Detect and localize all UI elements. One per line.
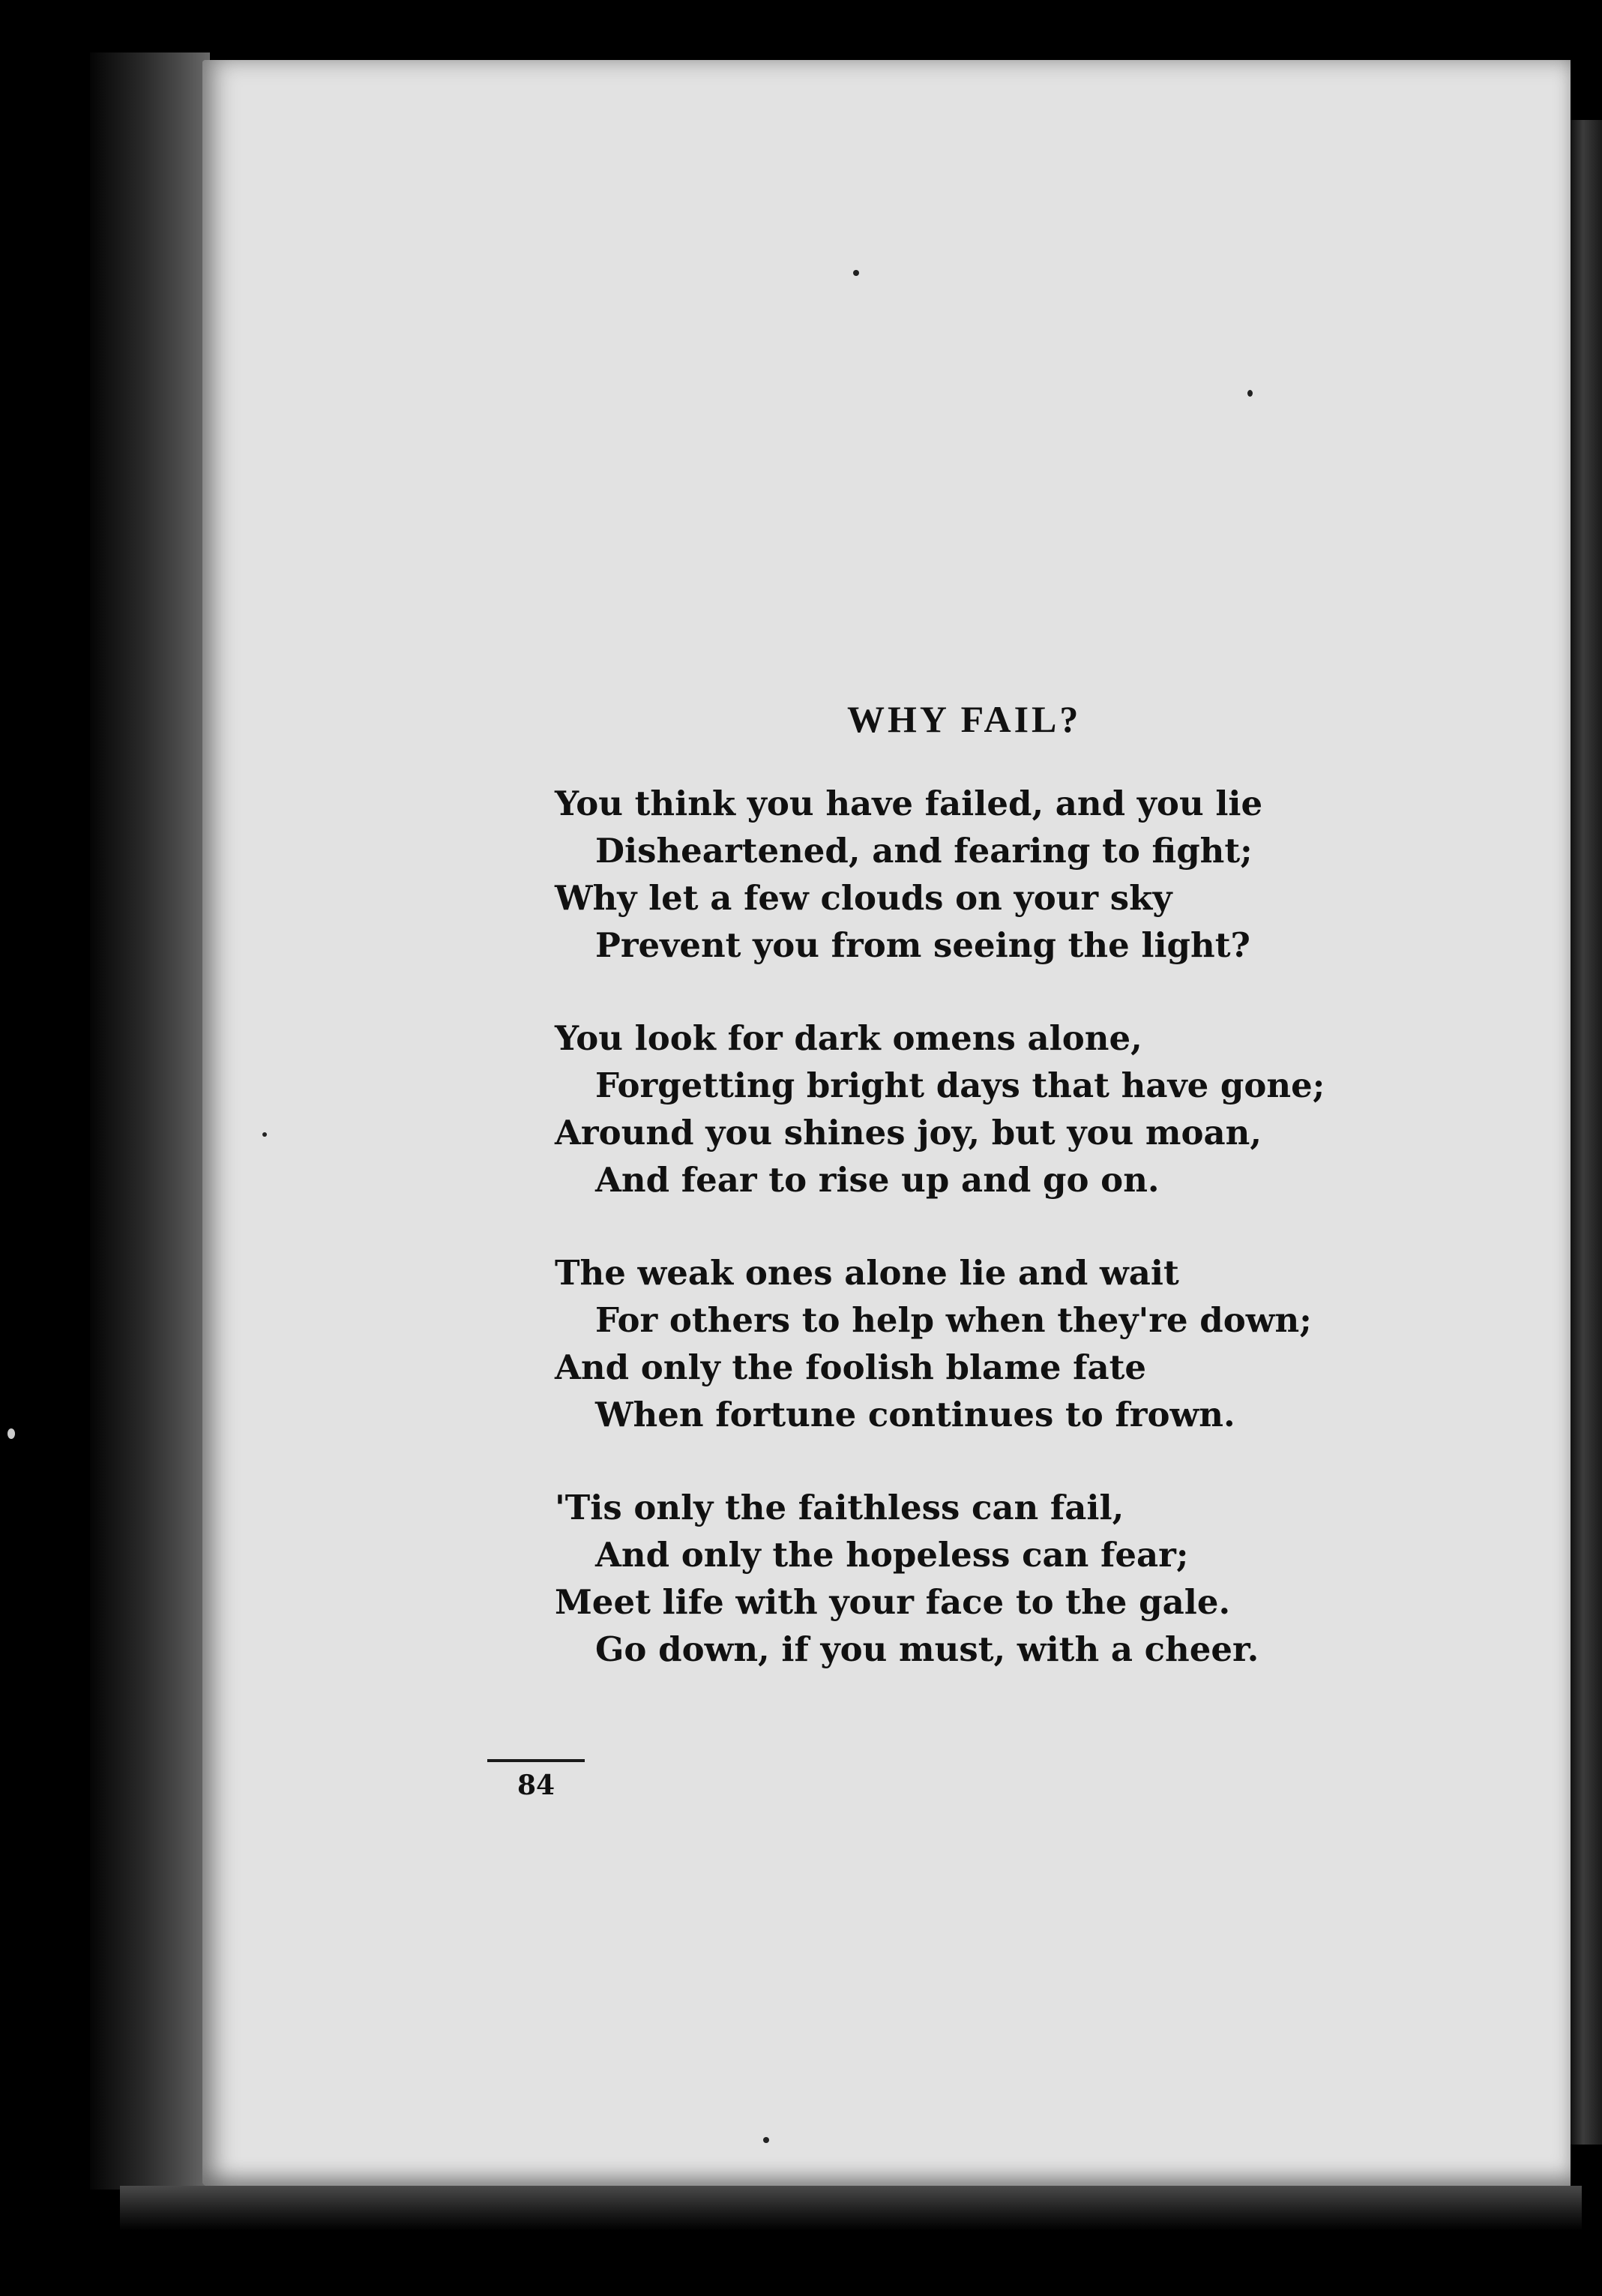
poem-line: 'Tis only the faithless can fail, — [555, 1488, 1124, 1527]
poem-line: And fear to rise up and go on. — [595, 1160, 1160, 1200]
poem-line: Prevent you from seeing the light? — [595, 925, 1250, 965]
poem-line: And only the hopeless can fear; — [595, 1535, 1189, 1575]
page-number: 84 — [517, 1770, 555, 1801]
scan-speck — [262, 1132, 267, 1137]
poem-line: Forgetting bright days that have gone; — [595, 1066, 1325, 1105]
page-right-edge — [1571, 120, 1602, 2145]
poem-line: Why let a few clouds on your sky — [555, 878, 1172, 918]
book-spine-shadow — [90, 52, 210, 2190]
poem-line: The weak ones alone lie and wait — [555, 1253, 1179, 1293]
poem-line: Disheartened, and fearing to fight; — [595, 831, 1253, 871]
poem-line: You look for dark omens alone, — [555, 1018, 1142, 1058]
poem-title: WHY FAIL? — [847, 698, 1082, 740]
poem-body — [555, 780, 1394, 1719]
poem-line: For others to help when they're down; — [595, 1300, 1312, 1340]
poem-line: And only the foolish blame fate — [555, 1347, 1147, 1387]
poem-line: Around you shines joy, but you moan, — [555, 1113, 1262, 1152]
scan-speck — [7, 1428, 15, 1439]
stanza — [555, 1015, 1394, 1203]
poem-line: Go down, if you must, with a cheer. — [595, 1629, 1259, 1669]
poem-line: Meet life with your face to the gale. — [555, 1582, 1231, 1622]
stanza — [555, 1249, 1394, 1438]
footer-rule — [487, 1759, 585, 1762]
poem-line: When fortune continues to frown. — [595, 1395, 1235, 1434]
scan-speck — [1247, 390, 1253, 397]
stanza — [555, 780, 1394, 969]
page-bottom-edge — [120, 2186, 1582, 2231]
stanza — [555, 1484, 1394, 1673]
scan-speck — [853, 270, 859, 276]
scan-speck — [763, 2137, 769, 2143]
poem-line: You think you have failed, and you lie — [555, 784, 1263, 823]
